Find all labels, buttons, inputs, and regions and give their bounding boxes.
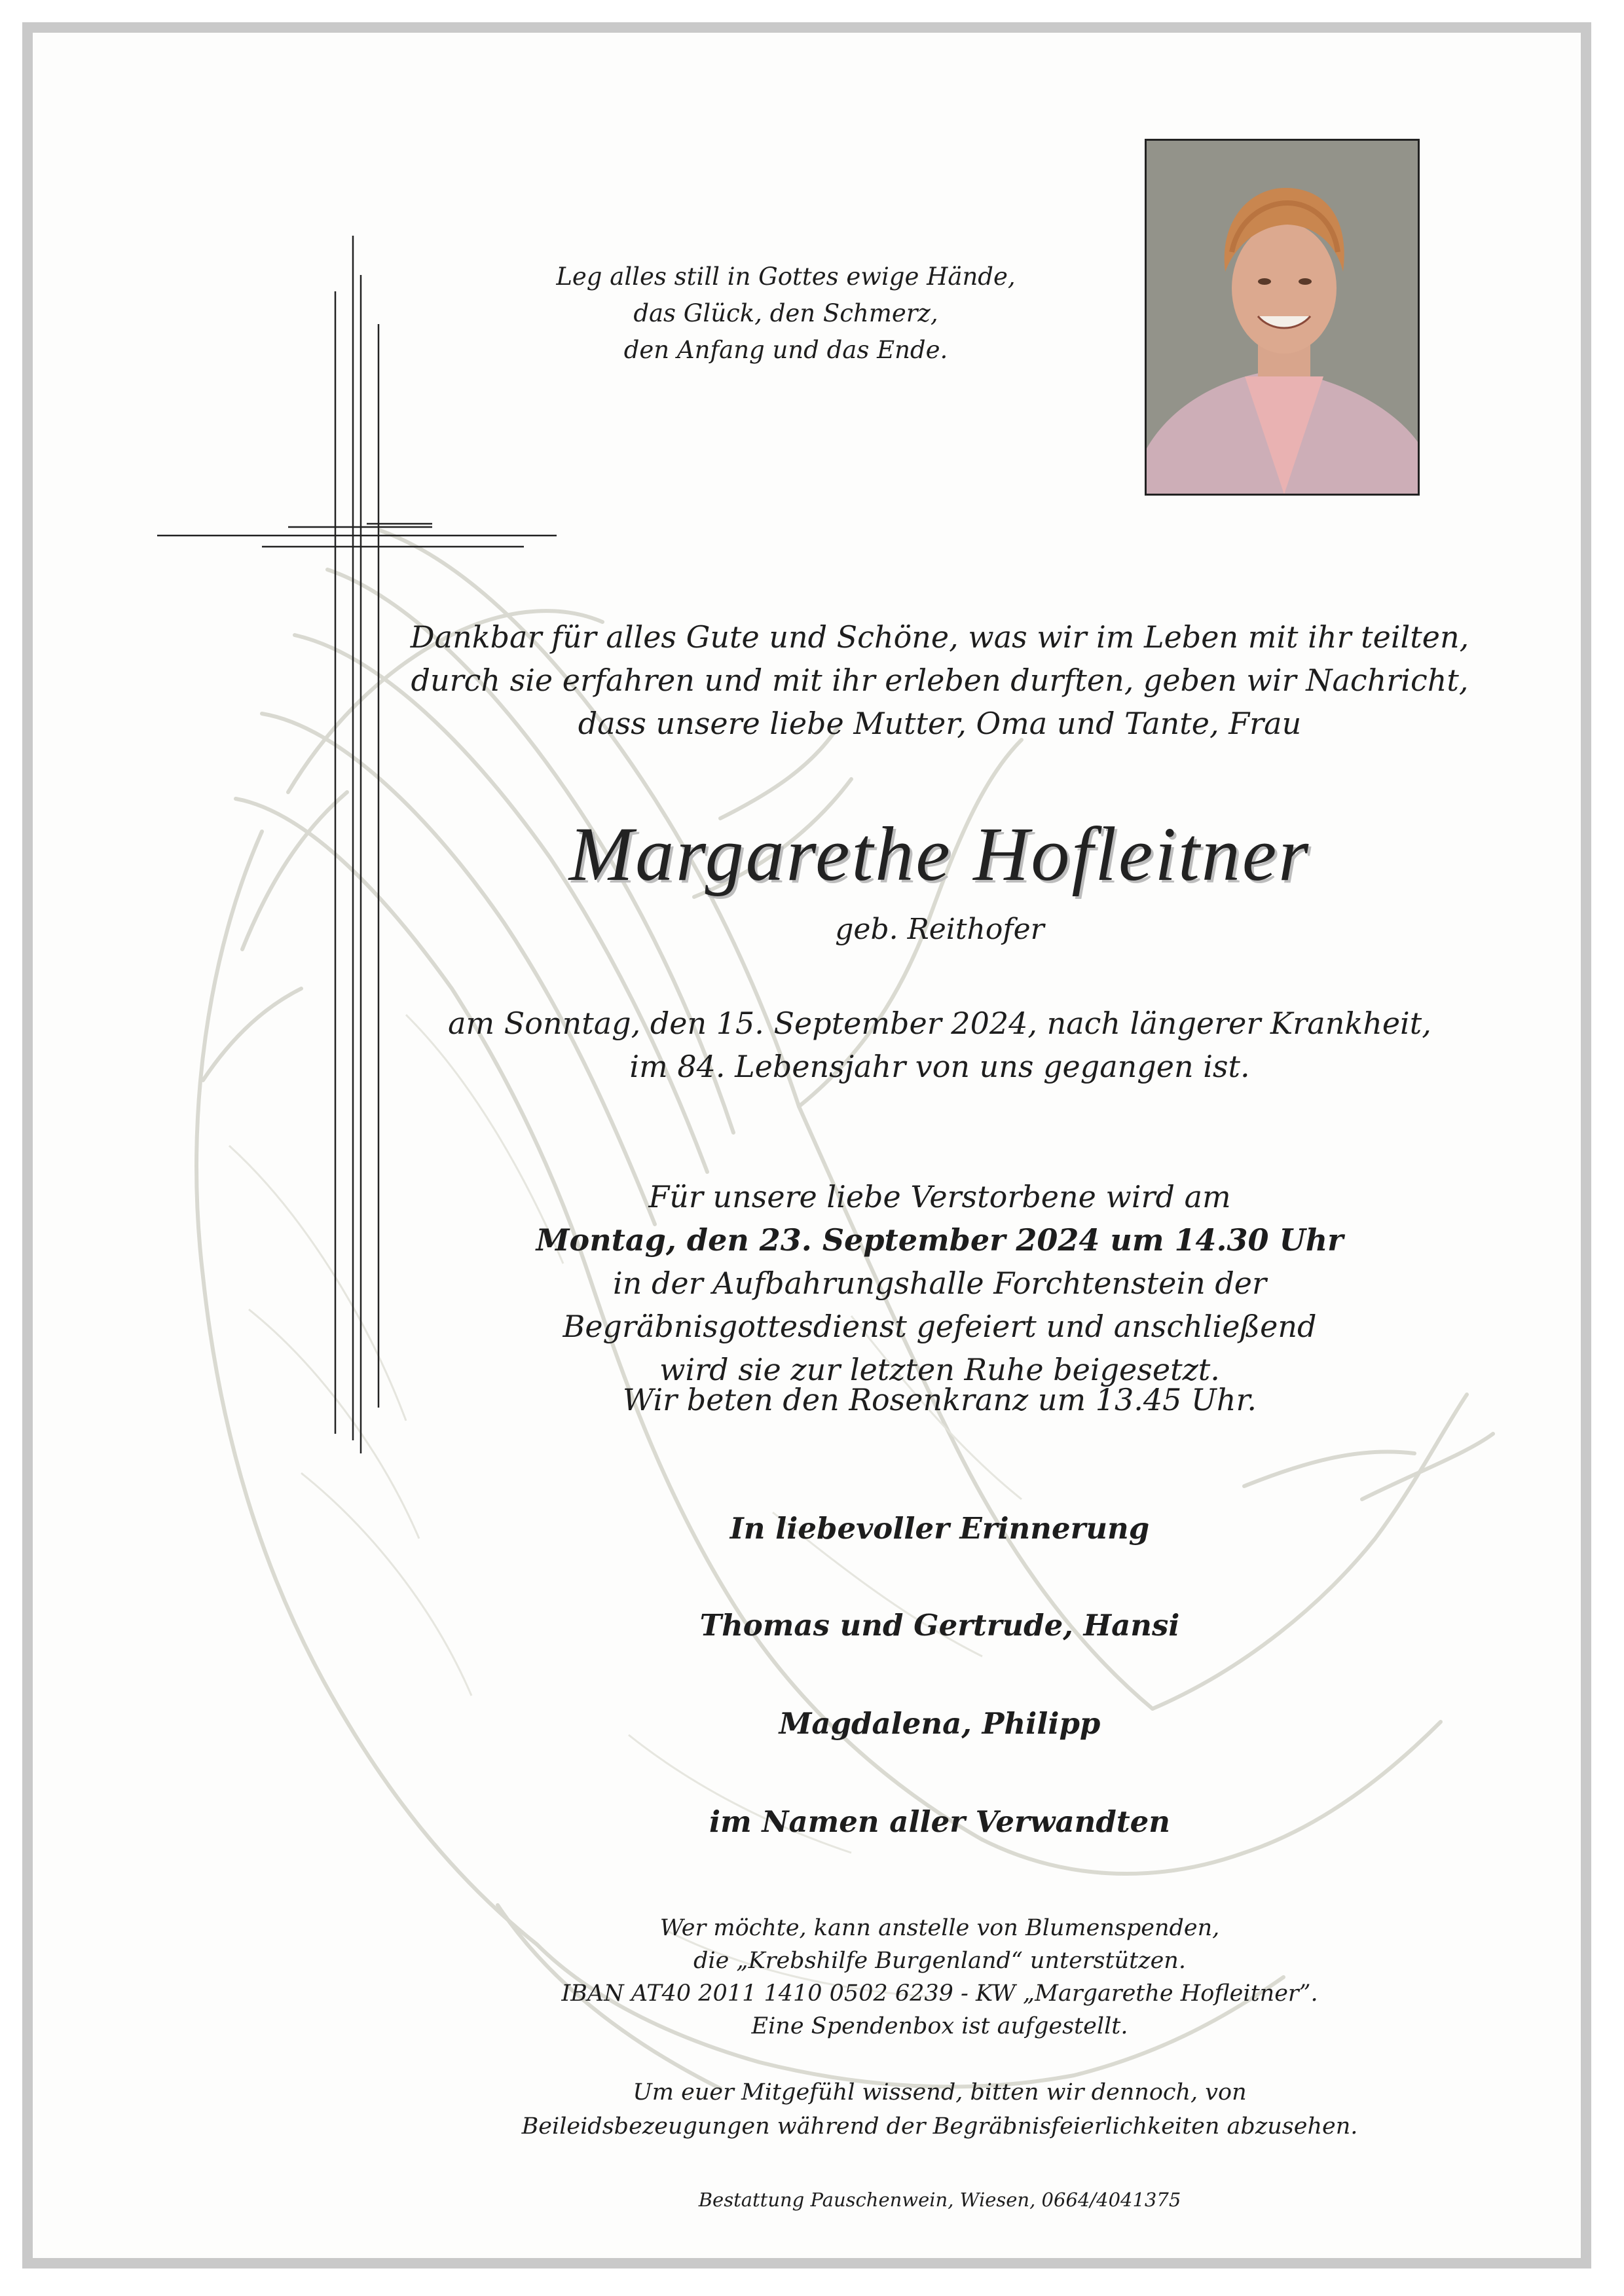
funeral-home-footer: Bestattung Pauschenwein, Wiesen, 0664/4041375 <box>698 2189 1181 2211</box>
signature-line: Magdalena, Philipp <box>779 1706 1101 1741</box>
intro-text <box>347 615 1532 745</box>
funeral-service <box>347 1175 1532 1391</box>
death-notice <box>347 1002 1532 1088</box>
verse-line: das Glück, den Schmerz, <box>633 299 938 327</box>
intro-line: Dankbar für alles Gute und Schöne, was wir im Leben mit ihr teilten, <box>410 619 1469 655</box>
rosary-notice: Wir beten den Rosenkranz um 13.45 Uhr. <box>622 1382 1257 1417</box>
service-line: in der Aufbahrungshalle Forchtenstein der <box>613 1266 1266 1301</box>
service-line: Für unsere liebe Verstorbene wird am <box>648 1179 1231 1214</box>
portrait-illustration <box>1147 141 1418 494</box>
verse <box>491 259 1080 369</box>
donation-line: Eine Spendenbox ist aufgestellt. <box>751 2013 1128 2039</box>
verse-line: den Anfang und das Ende. <box>623 336 948 364</box>
signature-line: im Namen aller Verwandten <box>709 1804 1170 1839</box>
donation-note <box>413 1912 1467 2043</box>
portrait-photo <box>1145 139 1420 496</box>
death-notice-line: am Sonntag, den 15. September 2024, nach längerer Krankheit, <box>448 1006 1431 1041</box>
deceased-name: Margarethe Hofleitner <box>568 811 1311 897</box>
service-line: wird sie zur letzten Ruhe beigesetzt. <box>659 1352 1220 1387</box>
donation-line: IBAN AT40 2011 1410 0502 6239 - KW „Margarethe Hofleitner”. <box>561 1980 1318 2007</box>
intro-line: durch sie erfahren und mit ihr erleben durften, geben wir Nachricht, <box>411 663 1469 698</box>
intro-line: dass unsere liebe Mutter, Oma und Tante, Frau <box>578 706 1302 741</box>
service-datetime: Montag, den 23. September 2024 um 14.30 Uhr <box>536 1222 1344 1258</box>
service-line: Begräbnisgottesdienst gefeiert und anschließend <box>563 1309 1317 1344</box>
signature-line: In liebevoller Erinnerung <box>729 1511 1150 1546</box>
donation-line: Wer möchte, kann anstelle von Blumenspenden, <box>659 1915 1220 1941</box>
obituary-card <box>22 22 1591 2269</box>
condolence-note <box>413 2075 1467 2143</box>
death-notice-line: im 84. Lebensjahr von uns gegangen ist. <box>629 1049 1250 1084</box>
maiden-name: geb. Reithofer <box>835 913 1044 946</box>
condolence-line: Beileidsbezeugungen während der Begräbnisfeierlichkeiten abzusehen. <box>521 2113 1358 2140</box>
donation-line: die „Krebshilfe Burgenland“ unterstützen. <box>693 1948 1186 1974</box>
signature-line: Thomas und Gertrude, Hansi <box>699 1608 1180 1643</box>
condolence-line: Um euer Mitgefühl wissend, bitten wir dennoch, von <box>633 2079 1247 2105</box>
verse-line: Leg alles still in Gottes ewige Hände, <box>556 263 1016 291</box>
